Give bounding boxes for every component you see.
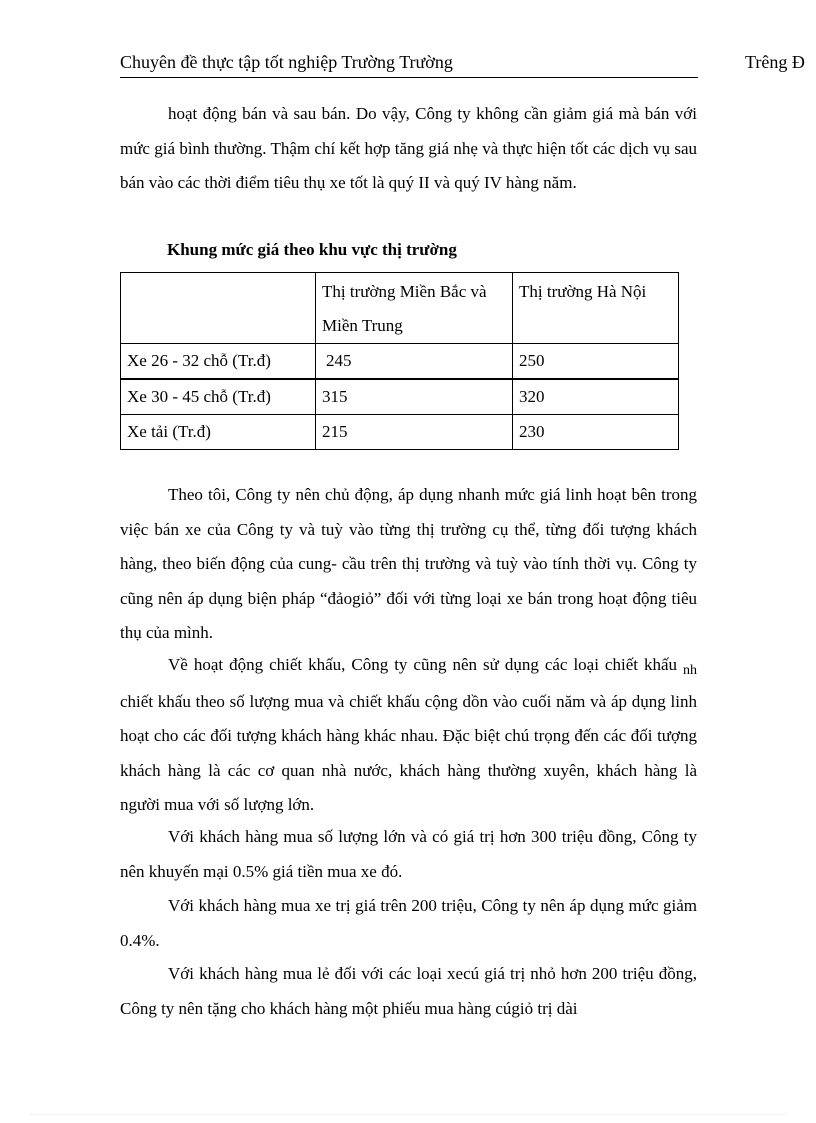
paragraph-text: chiết khấu theo số lượng mua và chiết khấu cộng dồn vào cuối năm và áp dụng linh hoạt cho các đối tượng khách hàng khác nhau. Đặc biệt chú trọng đến các đối tượng khách hàng là các cơ quan nhà nước, khách hàng thường xuyên, khách hàng là người mua với số lượng lớn. <box>120 691 697 814</box>
table-title: Khung mức giá theo khu vực thị trường <box>167 240 457 259</box>
price-north-central: 315 <box>316 379 513 415</box>
paragraph-text-small: nh <box>683 663 697 678</box>
body-paragraph-1: Theo tôi, Công ty nên chủ động, áp dụng nhanh mức giá linh hoạt bên trong việc bán xe của Công ty và tuỳ vào từng thị trường cụ thể, từng đối tượng khách hàng, theo biến động của cung- cầu trên thị trường và tuỳ vào tính thời vụ. Công ty cũng nên áp dụng biện pháp “đảogiỏ” đối với từng loại xe bán trong hoạt động tiêu thụ của mình. <box>120 485 697 642</box>
table-row <box>121 379 679 415</box>
price-north-central: 215 <box>316 415 513 450</box>
row-label: Xe tải (Tr.đ) <box>121 415 316 450</box>
price-hanoi: 320 <box>513 379 679 415</box>
row-label: Xe 26 - 32 chỗ (Tr.đ) <box>121 344 316 380</box>
running-header-title: Chuyên đề thực tập tốt nghiệp Trường Trường <box>120 52 453 72</box>
header-cell-north-central: Thị trường Miền Bắc và Miền Trung <box>316 273 513 344</box>
header-rule <box>120 77 698 78</box>
row-label: Xe 30 - 45 chỗ (Tr.đ) <box>121 379 316 415</box>
body-paragraph-4: Với khách hàng mua xe trị giá trên 200 triệu, Công ty nên áp dụng mức giảm 0.4%. <box>120 896 697 950</box>
body-paragraph-3: Với khách hàng mua số lượng lớn và có giá trị hơn 300 triệu đồng, Công ty nên khuyến mại 0.5% giá tiền mua xe đó. <box>120 827 697 881</box>
header-cell-hanoi: Thị trường Hà Nội <box>513 273 679 344</box>
price-hanoi: 250 <box>513 344 679 380</box>
table-header-row <box>121 273 679 344</box>
running-header-right: Trêng Đ <box>745 52 805 72</box>
price-table <box>120 272 679 450</box>
table-row <box>121 415 679 450</box>
price-hanoi: 230 <box>513 415 679 450</box>
body-paragraph-2 <box>120 648 697 823</box>
table-row <box>121 344 679 380</box>
price-north-central: 245 <box>316 344 513 380</box>
intro-paragraph: hoạt động bán và sau bán. Do vậy, Công ty không cần giảm giá mà bán với mức giá bình thường. Thậm chí kết hợp tăng giá nhẹ và thực hiện tốt các dịch vụ sau bán vào các thời điểm tiêu thụ xe tốt là quý II và quý IV hàng năm. <box>120 104 697 192</box>
body-paragraph-5: Với khách hàng mua lẻ đối với các loại xecú giá trị nhỏ hơn 200 triệu đồng, Công ty nên tặng cho khách hàng một phiếu mua hàng cúgiỏ trị dài <box>120 964 697 1018</box>
paragraph-text: Về hoạt động chiết khấu, Công ty cũng nên sử dụng các loại chiết khấu <box>168 655 683 674</box>
header-cell-empty <box>121 273 316 344</box>
footer-rule <box>30 1114 786 1115</box>
